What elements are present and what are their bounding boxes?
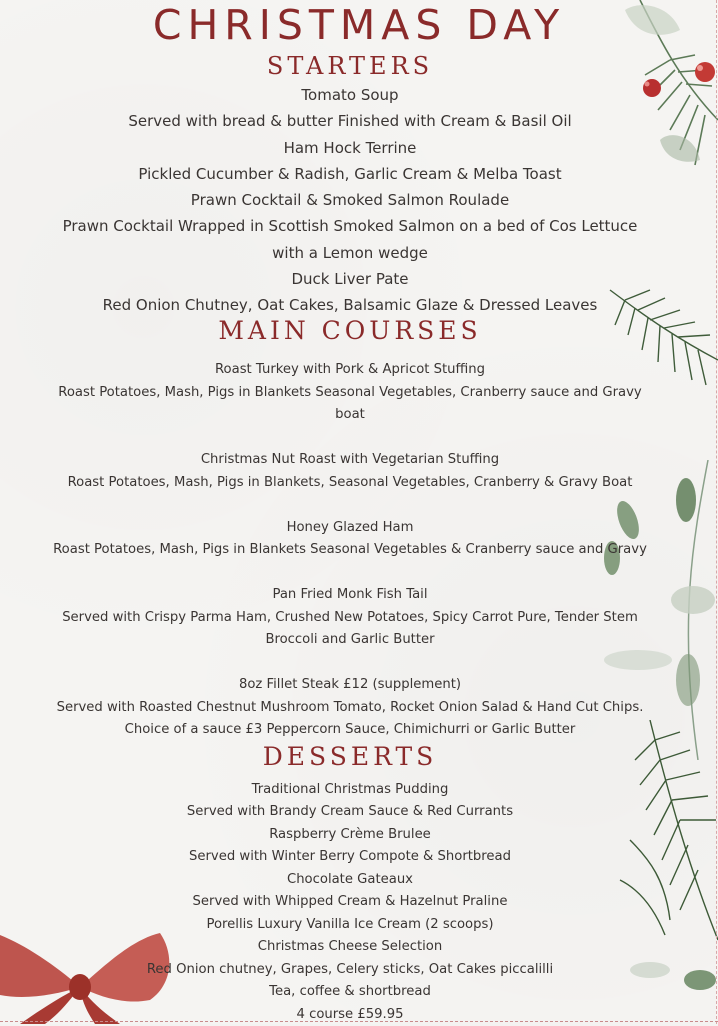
dessert-line: Red Onion chutney, Grapes, Celery sticks, Oat Cakes piccalilli (146, 961, 554, 977)
starter-line: Ham Hock Terrine (283, 138, 417, 157)
dessert-line: Raspberry Crème Brulee (269, 826, 431, 842)
desserts-list (0, 779, 700, 1026)
starter-line: with a Lemon wedge (272, 243, 428, 262)
dessert-line: Christmas Cheese Selection (257, 939, 443, 955)
main-course-description: Roast Potatoes, Mash, Pigs in Blankets, Seasonal Vegetables, Cranberry & Gravy Boat (67, 474, 633, 490)
main-course-description: Choice of a sauce £3 Peppercorn Sauce, Chimichurri or Garlic Butter (124, 722, 576, 737)
starters-heading: STARTERS (266, 52, 434, 80)
starter-line: Prawn Cocktail & Smoked Salmon Roulade (190, 191, 510, 210)
starter-line: Prawn Cocktail Wrapped in Scottish Smoked Salmon on a bed of Cos Lettuce (62, 217, 638, 236)
main-course-description: Broccoli and Garlic Butter (265, 632, 435, 647)
main-course-name: Christmas Nut Roast with Vegetarian Stuffing (200, 452, 500, 467)
dashed-border-right (716, 0, 717, 1024)
spacer (0, 562, 700, 585)
main-course-description: Roast Potatoes, Mash, Pigs in Blankets Seasonal Vegetables & Cranberry sauce and Gravy (53, 542, 647, 557)
main-courses-heading: MAIN COURSES (218, 316, 482, 345)
starters-list (0, 82, 700, 319)
desserts-heading: DESSERTS (262, 742, 438, 771)
starter-line: Red Onion Chutney, Oat Cakes, Balsamic Glaze & Dressed Leaves (102, 296, 598, 315)
starter-line: Tomato Soup (301, 86, 399, 104)
dashed-border-bottom (0, 1021, 718, 1022)
main-course-name: 8oz Fillet Steak £12 (supplement) (238, 677, 462, 692)
price-line: 4 course £59.95 (296, 1006, 404, 1022)
dessert-line: Chocolate Gateaux (286, 871, 413, 887)
main-course-name: Roast Turkey with Pork & Apricot Stuffing (214, 362, 486, 377)
main-course-description: Roast Potatoes, Mash, Pigs in Blankets Seasonal Vegetables, Cranberry sauce and Gravy (58, 384, 642, 400)
spacer (0, 652, 700, 675)
main-course-name: Pan Fried Monk Fish Tail (272, 587, 428, 602)
main-course-description: Served with Roasted Chestnut Mushroom Tomato, Rocket Onion Salad & Hand Cut Chips. (56, 699, 644, 715)
main-course-name: Honey Glazed Ham (286, 519, 414, 535)
starter-line: Pickled Cucumber & Radish, Garlic Cream & Melba Toast (138, 164, 562, 183)
main-course-description: boat (335, 407, 365, 422)
main-courses-list (0, 359, 700, 742)
spacer (0, 427, 700, 450)
menu-title: CHRISTMAS DAY (152, 1, 566, 49)
dessert-line: Porellis Luxury Vanilla Ice Cream (2 scoops) (206, 916, 494, 932)
dessert-line: Served with Winter Berry Compote & Shortbread (189, 849, 511, 865)
dessert-line: Served with Brandy Cream Sauce & Red Currants (186, 804, 514, 820)
dessert-line: Served with Whipped Cream & Hazelnut Praline (192, 894, 508, 910)
starter-line: Duck Liver Pate (291, 270, 409, 289)
main-course-description: Served with Crispy Parma Ham, Crushed New Potatoes, Spicy Carrot Pure, Tender Stem (62, 609, 638, 625)
dessert-line: Tea, coffee & shortbread (269, 984, 431, 1000)
spacer (0, 494, 700, 517)
starter-line: Served with bread & butter Finished with Cream & Basil Oil (128, 112, 572, 131)
dessert-line: Traditional Christmas Pudding (251, 782, 449, 797)
